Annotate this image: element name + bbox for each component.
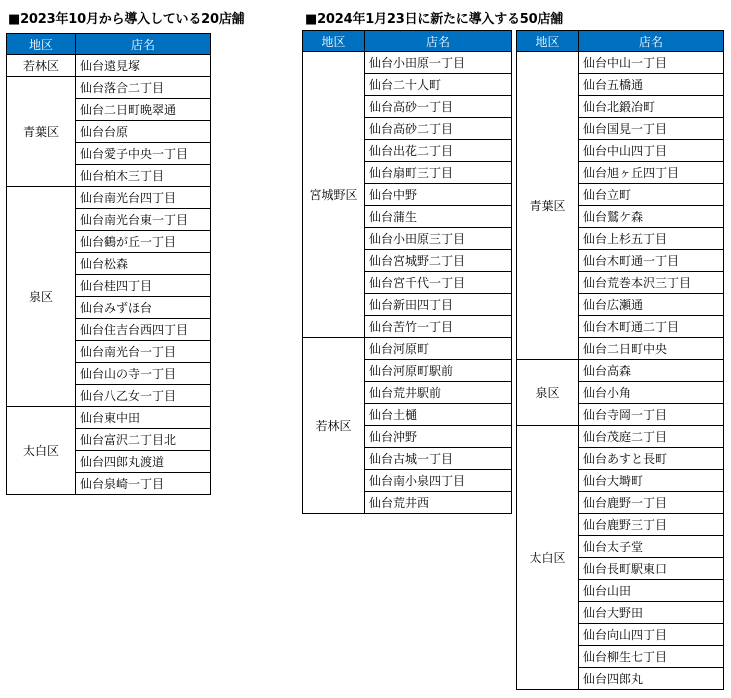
stores-table-2023 [6,33,211,495]
store-name-cell: 仙台桂四丁目 [76,275,211,297]
store-name-cell: 仙台荒井西 [365,492,512,514]
store-name-cell: 仙台高砂二丁目 [365,118,512,140]
store-name-cell: 仙台松森 [76,253,211,275]
store-name-cell: 仙台河原町駅前 [365,360,512,382]
store-name-cell: 仙台落合二丁目 [76,77,211,99]
store-name-cell: 仙台旭ヶ丘四丁目 [579,162,724,184]
header-district: 地区 [7,34,76,55]
store-name-cell: 仙台南光台一丁目 [76,341,211,363]
store-name-cell: 仙台荒井駅前 [365,382,512,404]
header-store: 店名 [365,31,512,52]
store-name-cell: 仙台茂庭二丁目 [579,426,724,448]
store-name-cell: 仙台小角 [579,382,724,404]
header-store: 店名 [579,31,724,52]
district-cell: 青葉区 [517,52,579,360]
store-name-cell: 仙台大野田 [579,602,724,624]
store-name-cell: 仙台八乙女一丁目 [76,385,211,407]
store-name-cell: 仙台中山四丁目 [579,140,724,162]
stores-table-2024-right [516,30,724,690]
store-name-cell: 仙台扇町三丁目 [365,162,512,184]
store-name-cell: 仙台荒巻本沢三丁目 [579,272,724,294]
table-header-row [303,31,512,52]
section-title-2023: ■2023年10月から導入している20店舗 [8,12,245,27]
store-name-cell: 仙台土樋 [365,404,512,426]
store-name-cell: 仙台柏木三丁目 [76,165,211,187]
store-name-cell: 仙台山の寺一丁目 [76,363,211,385]
store-name-cell: 仙台鶴が丘一丁目 [76,231,211,253]
store-name-cell: 仙台上杉五丁目 [579,228,724,250]
header-district: 地区 [517,31,579,52]
store-name-cell: 仙台大塒町 [579,470,724,492]
store-name-cell: 仙台愛子中央一丁目 [76,143,211,165]
store-name-cell: 仙台山田 [579,580,724,602]
district-cell: 太白区 [517,426,579,690]
table-row [517,360,724,382]
store-name-cell: 仙台広瀬通 [579,294,724,316]
store-name-cell: 仙台河原町 [365,338,512,360]
store-name-cell: 仙台鹿野三丁目 [579,514,724,536]
store-name-cell: 仙台富沢二丁目北 [76,429,211,451]
store-name-cell: 仙台二日町晩翠通 [76,99,211,121]
table-row [303,52,512,74]
table-row [517,52,724,74]
district-cell: 若林区 [303,338,365,514]
district-cell: 泉区 [7,187,76,407]
store-name-cell: 仙台木町通二丁目 [579,316,724,338]
store-name-cell: 仙台長町駅東口 [579,558,724,580]
store-name-cell: 仙台東中田 [76,407,211,429]
header-district: 地区 [303,31,365,52]
store-name-cell: 仙台二日町中央 [579,338,724,360]
store-name-cell: 仙台泉崎一丁目 [76,473,211,495]
store-name-cell: 仙台遠見塚 [76,55,211,77]
section-title-2024: ■2024年1月23日に新たに導入する50店舗 [305,12,564,27]
store-name-cell: 仙台北鍛冶町 [579,96,724,118]
store-name-cell: 仙台南小泉四丁目 [365,470,512,492]
store-name-cell: 仙台苦竹一丁目 [365,316,512,338]
table-header-row [517,31,724,52]
store-name-cell: 仙台四郎丸渡道 [76,451,211,473]
store-name-cell: 仙台寺岡一丁目 [579,404,724,426]
store-name-cell: 仙台鷲ケ森 [579,206,724,228]
header-store: 店名 [76,34,211,55]
store-name-cell: 仙台国見一丁目 [579,118,724,140]
store-name-cell: 仙台木町通一丁目 [579,250,724,272]
district-cell: 青葉区 [7,77,76,187]
store-name-cell: 仙台高砂一丁目 [365,96,512,118]
table-row [517,426,724,448]
table-row [7,55,211,77]
store-name-cell: 仙台鹿野一丁目 [579,492,724,514]
table-header-row [7,34,211,55]
store-name-cell: 仙台宮千代一丁目 [365,272,512,294]
store-name-cell: 仙台太子堂 [579,536,724,558]
store-name-cell: 仙台小田原三丁目 [365,228,512,250]
store-name-cell: 仙台あすと長町 [579,448,724,470]
store-name-cell: 仙台新田四丁目 [365,294,512,316]
store-name-cell: 仙台中野 [365,184,512,206]
table-row [7,407,211,429]
store-name-cell: 仙台中山一丁目 [579,52,724,74]
stores-table-2024-left [302,30,512,514]
store-name-cell: 仙台出花二丁目 [365,140,512,162]
store-name-cell: 仙台南光台四丁目 [76,187,211,209]
table-row [7,187,211,209]
store-name-cell: 仙台蒲生 [365,206,512,228]
store-name-cell: 仙台向山四丁目 [579,624,724,646]
store-name-cell: 仙台小田原一丁目 [365,52,512,74]
store-name-cell: 仙台住吉台西四丁目 [76,319,211,341]
store-name-cell: 仙台南光台東一丁目 [76,209,211,231]
store-name-cell: 仙台四郎丸 [579,668,724,690]
store-name-cell: 仙台柳生七丁目 [579,646,724,668]
district-cell: 泉区 [517,360,579,426]
store-name-cell: 仙台高森 [579,360,724,382]
store-name-cell: 仙台二十人町 [365,74,512,96]
store-name-cell: 仙台沖野 [365,426,512,448]
store-name-cell: 仙台台原 [76,121,211,143]
store-name-cell: 仙台みずほ台 [76,297,211,319]
district-cell: 宮城野区 [303,52,365,338]
table-row [303,338,512,360]
district-cell: 太白区 [7,407,76,495]
store-name-cell: 仙台五橋通 [579,74,724,96]
store-name-cell: 仙台古城一丁目 [365,448,512,470]
table-row [7,77,211,99]
store-name-cell: 仙台立町 [579,184,724,206]
district-cell: 若林区 [7,55,76,77]
store-name-cell: 仙台宮城野二丁目 [365,250,512,272]
